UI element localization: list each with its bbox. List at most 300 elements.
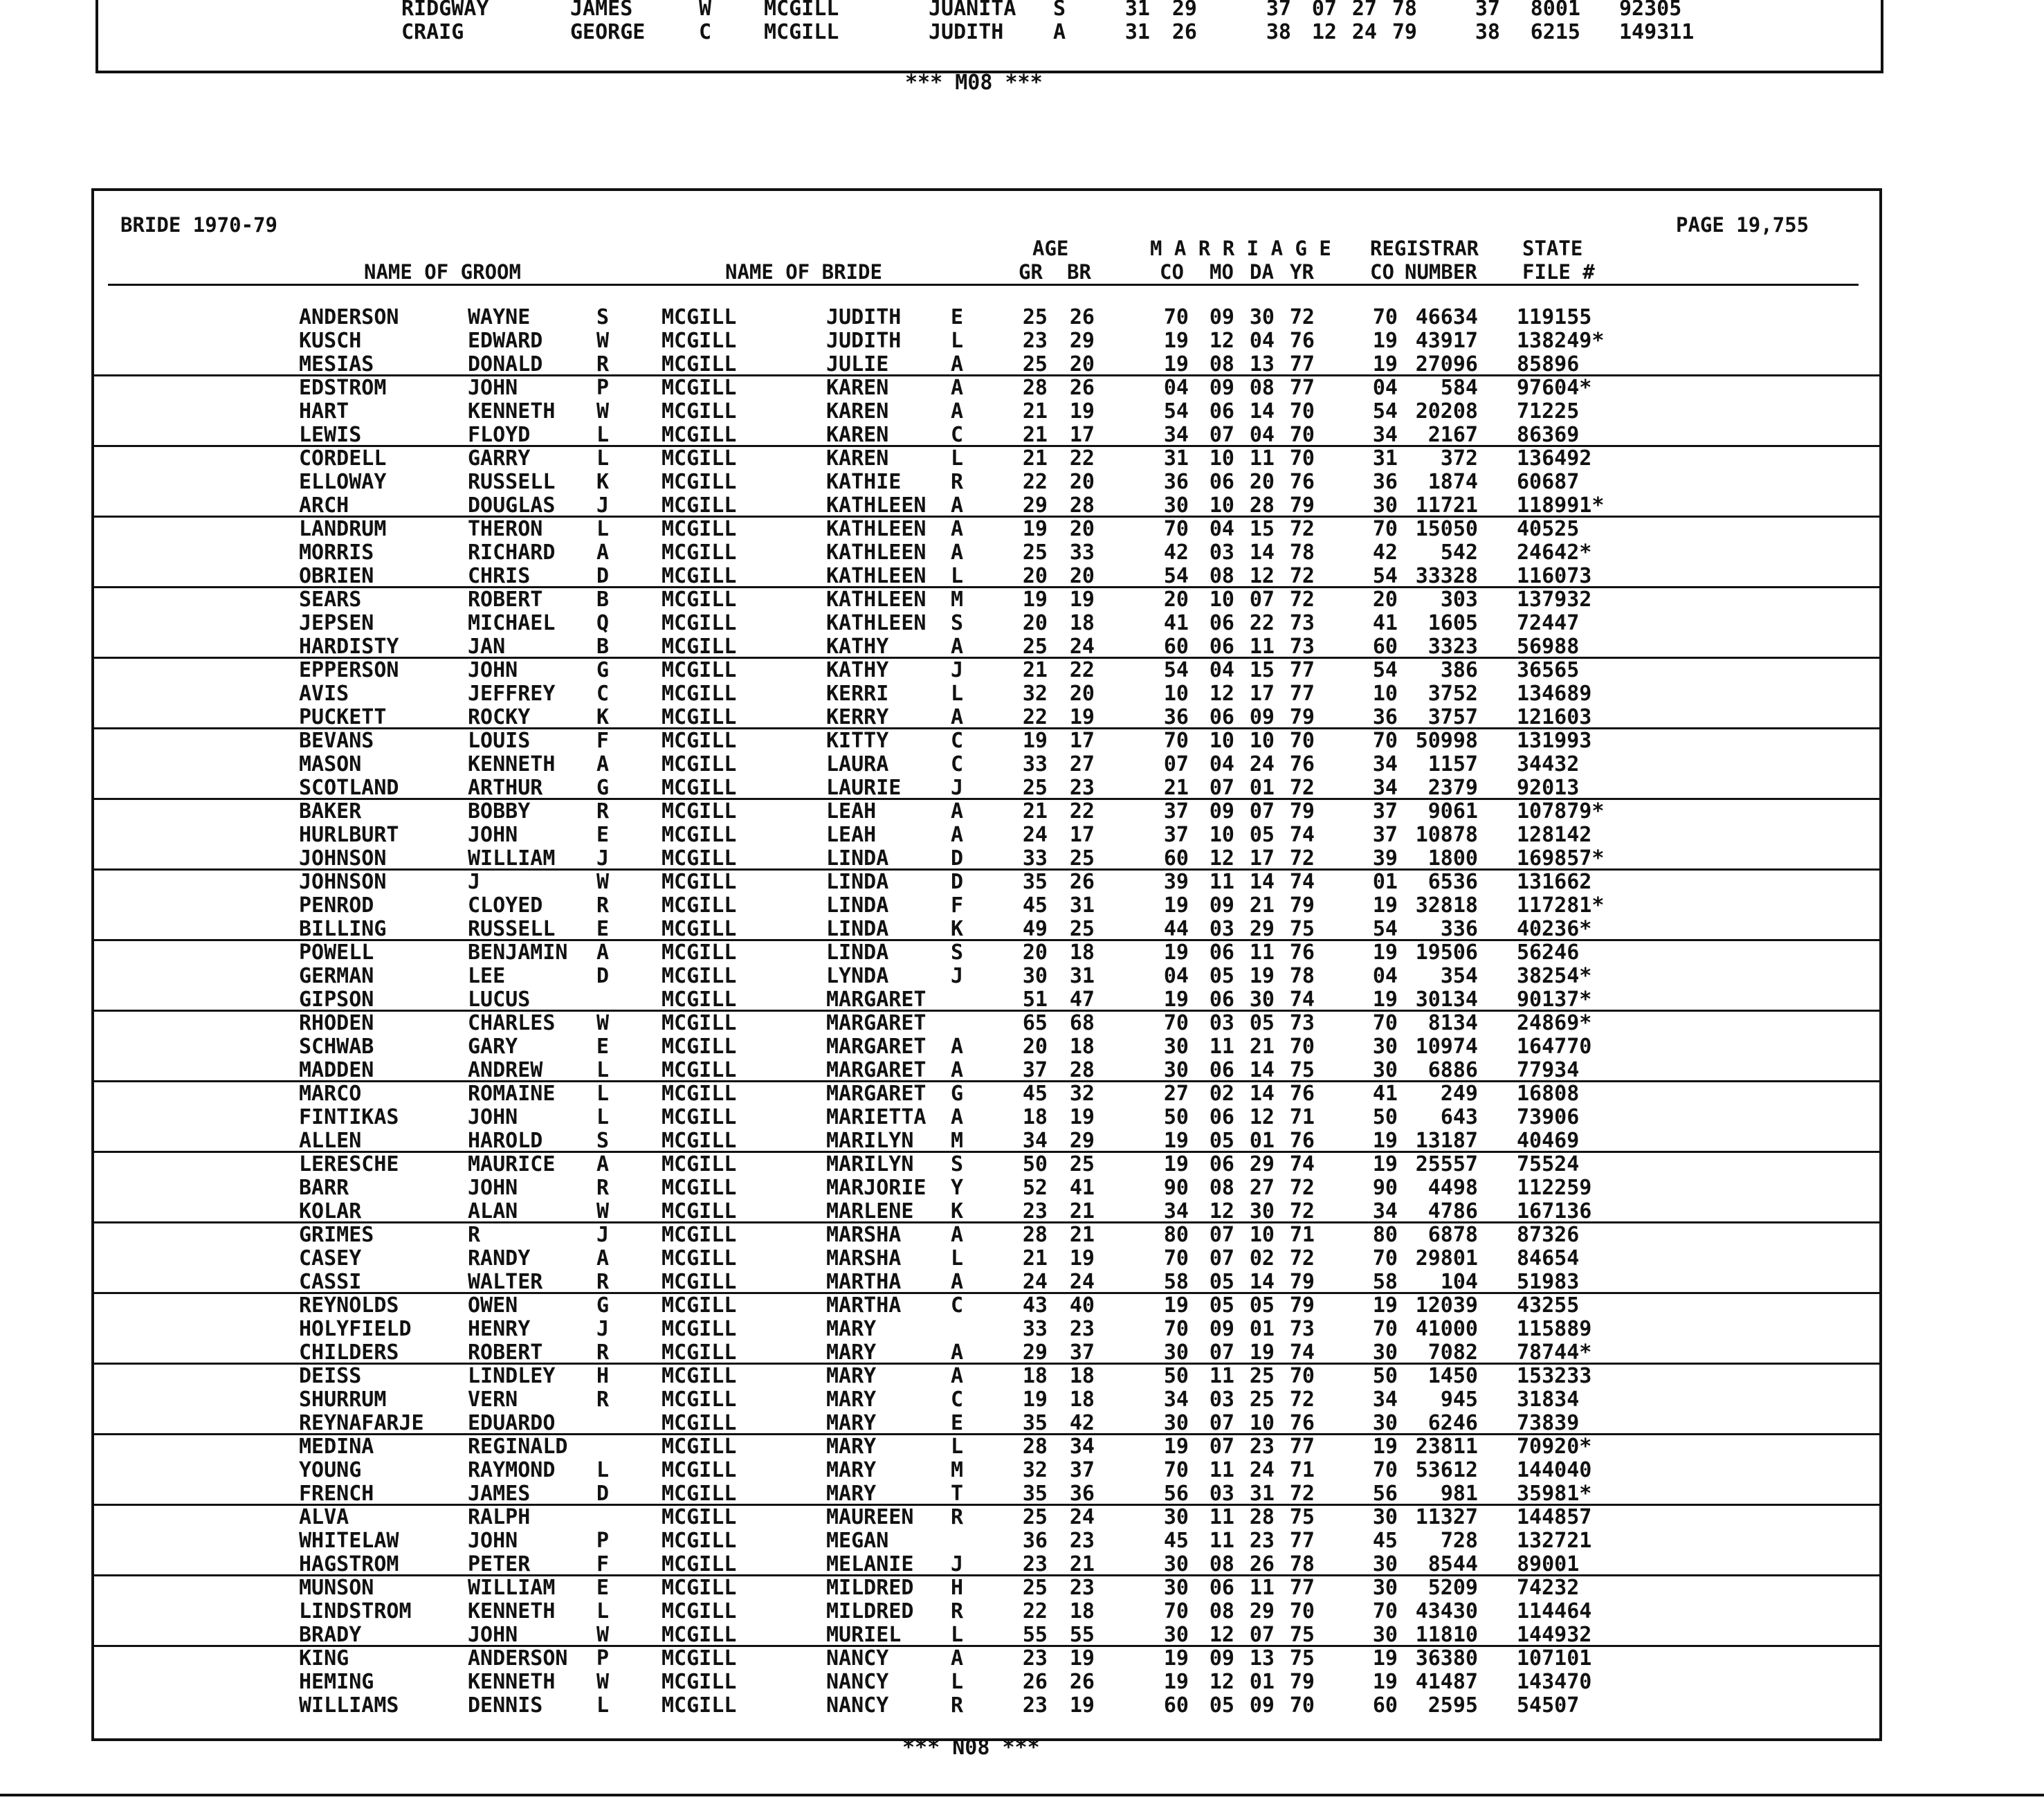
age-groom: 23: [1022, 329, 1048, 353]
groom-surname: JOHNSON: [299, 870, 387, 894]
groom-initial: E: [596, 917, 610, 941]
groom-surname: ANDERSON: [299, 305, 399, 329]
groom-given: ROBERT: [468, 1340, 543, 1365]
bride-initial: S: [951, 611, 964, 635]
marriage-da: 25: [1249, 1387, 1275, 1412]
registrar-co: 04: [1372, 964, 1398, 988]
header-co: CO: [1160, 260, 1184, 284]
marriage-co: 70: [1163, 1246, 1189, 1271]
marriage-da: 09: [1249, 1693, 1275, 1718]
age-bride: 21: [1069, 1199, 1095, 1223]
bride-given: MARY: [826, 1458, 877, 1482]
groom-surname: PENROD: [299, 893, 374, 918]
table-row: [94, 1106, 1879, 1129]
table-row: [94, 588, 1879, 612]
groom-surname: BRADY: [299, 1623, 362, 1647]
groom-surname: ALVA: [299, 1505, 349, 1529]
groom-initial: B: [596, 635, 610, 659]
marriage-co: 31: [1163, 446, 1189, 471]
groom-surname: MASON: [299, 752, 362, 776]
table-row: [94, 1553, 1879, 1576]
marriage-mo: 06: [1209, 1152, 1234, 1176]
marriage-yr: 79: [1289, 1670, 1315, 1694]
state-file-no: 107101: [1517, 1646, 1592, 1671]
separator-top: *** M08 ***: [905, 71, 1043, 95]
marriage-mo: 10: [1209, 588, 1234, 612]
table-row: [94, 894, 1879, 918]
age-groom: 49: [1022, 917, 1048, 941]
registrar-number: 36380: [1415, 1646, 1478, 1671]
table-row: [94, 659, 1879, 682]
registrar-number: 542: [1440, 540, 1478, 565]
bride-initial: A: [951, 399, 964, 424]
groom-surname: GIPSON: [299, 988, 374, 1012]
age-groom: 24: [1022, 823, 1048, 847]
marriage-co: 70: [1163, 1011, 1189, 1035]
page-number: PAGE 19,755: [1676, 213, 1809, 237]
marriage-mo: 04: [1209, 658, 1234, 682]
groom-initial: R: [596, 1270, 610, 1294]
registrar-number: 3757: [1427, 705, 1478, 729]
table-row: [94, 1294, 1879, 1318]
groom-surname: EPPERSON: [299, 658, 399, 682]
marriage-mo: 07: [1209, 1340, 1234, 1365]
registrar-number: 643: [1440, 1105, 1478, 1129]
marriage-mo: 06: [1209, 470, 1234, 494]
bride-given: JUDITH: [826, 305, 902, 329]
bride-initial: A: [951, 1058, 964, 1082]
bride-surname: MCGILL: [661, 635, 737, 659]
marriage-yr: 75: [1289, 1505, 1315, 1529]
age-groom: 25: [1022, 305, 1048, 329]
bride-initial: E: [951, 1411, 964, 1435]
bride-initial: L: [951, 1623, 964, 1647]
marriage-da: 30: [1249, 988, 1275, 1012]
registrar-co: 70: [1372, 305, 1398, 329]
marriage-da: 27: [1351, 0, 1377, 21]
bride-given: MEGAN: [826, 1529, 889, 1553]
bride-given: KATHLEEN: [826, 493, 927, 518]
registrar-number: 15050: [1415, 517, 1478, 541]
table-row: [94, 447, 1879, 471]
marriage-yr: 78: [1289, 964, 1315, 988]
marriage-da: 30: [1249, 305, 1275, 329]
registrar-number: 43430: [1415, 1599, 1478, 1623]
registrar-co: 10: [1372, 682, 1398, 706]
bride-initial: A: [951, 635, 964, 659]
age-bride: 23: [1069, 1576, 1095, 1600]
marriage-yr: 75: [1289, 1646, 1315, 1671]
bride-initial: A: [951, 540, 964, 565]
groom-surname: DEISS: [299, 1364, 362, 1388]
age-bride: 28: [1069, 493, 1095, 518]
groom-initial: L: [596, 517, 610, 541]
groom-given: EDUARDO: [468, 1411, 556, 1435]
bride-initial: C: [951, 1293, 964, 1318]
marriage-mo: 12: [1209, 1199, 1234, 1223]
age-groom: 33: [1022, 752, 1048, 776]
bride-surname: MCGILL: [661, 1599, 737, 1623]
groom-initial: A: [596, 1152, 610, 1176]
groom-initial: D: [596, 1482, 610, 1506]
groom-surname: ELLOWAY: [299, 470, 387, 494]
state-file-no: 78744*: [1517, 1340, 1592, 1365]
groom-initial: R: [596, 893, 610, 918]
bride-initial: J: [951, 1552, 964, 1576]
groom-surname: FINTIKAS: [299, 1105, 399, 1129]
marriage-da: 28: [1249, 493, 1275, 518]
state-file-no: 92013: [1517, 776, 1580, 800]
marriage-yr: 74: [1289, 870, 1315, 894]
groom-surname: LEWIS: [299, 423, 362, 447]
groom-initial: F: [596, 1552, 610, 1576]
age-groom: 51: [1022, 988, 1048, 1012]
registrar-number: 8544: [1427, 1552, 1478, 1576]
registrar-co: 30: [1372, 1058, 1398, 1082]
age-bride: 22: [1069, 658, 1095, 682]
bride-initial: L: [951, 329, 964, 353]
age-groom: 65: [1022, 1011, 1048, 1035]
registrar-number: 945: [1440, 1387, 1478, 1412]
registrar-co: 34: [1372, 752, 1398, 776]
groom-given: JOHN: [468, 658, 518, 682]
registrar-number: 27096: [1415, 352, 1478, 376]
marriage-mo: 05: [1209, 1293, 1234, 1318]
marriage-yr: 70: [1289, 1035, 1315, 1059]
registrar-number: 33328: [1415, 564, 1478, 588]
table-row: [94, 823, 1879, 847]
state-file-no: 87326: [1517, 1223, 1580, 1247]
groom-surname: CRAIG: [401, 20, 464, 44]
age-bride: 26: [1171, 20, 1197, 44]
bride-initial: A: [951, 376, 964, 400]
state-file-no: 85896: [1517, 352, 1580, 376]
groom-given: RALPH: [468, 1505, 531, 1529]
marriage-co: 34: [1163, 423, 1189, 447]
table-row: [94, 682, 1879, 706]
age-groom: 31: [1124, 20, 1150, 44]
bride-given: KATHIE: [826, 470, 902, 494]
marriage-da: 21: [1249, 1035, 1275, 1059]
bride-given: MARY: [826, 1364, 877, 1388]
registrar-co: 19: [1372, 940, 1398, 965]
bride-initial: L: [951, 1246, 964, 1271]
groom-surname: BAKER: [299, 799, 362, 823]
bride-initial: J: [951, 776, 964, 800]
age-bride: 18: [1069, 940, 1095, 965]
bride-surname: MCGILL: [661, 682, 737, 706]
groom-surname: BILLING: [299, 917, 387, 941]
age-bride: 55: [1069, 1623, 1095, 1647]
groom-given: RUSSELL: [468, 470, 556, 494]
marriage-da: 14: [1249, 1058, 1275, 1082]
age-bride: 22: [1069, 446, 1095, 471]
state-file-no: 97604*: [1517, 376, 1592, 400]
groom-given: ROCKY: [468, 705, 531, 729]
bride-initial: D: [951, 846, 964, 871]
bride-given: MARY: [826, 1340, 877, 1365]
registrar-number: 10974: [1415, 1035, 1478, 1059]
groom-surname: JEPSEN: [299, 611, 374, 635]
age-bride: 31: [1069, 893, 1095, 918]
groom-given: WILLIAM: [468, 846, 556, 871]
age-groom: 45: [1022, 893, 1048, 918]
age-groom: 19: [1022, 588, 1048, 612]
marriage-mo: 06: [1209, 399, 1234, 424]
bride-surname: MCGILL: [661, 870, 737, 894]
groom-given: WILLIAM: [468, 1576, 556, 1600]
bride-given: LAURIE: [826, 776, 902, 800]
bride-surname: MCGILL: [661, 1082, 737, 1106]
age-bride: 26: [1069, 305, 1095, 329]
age-bride: 28: [1069, 1058, 1095, 1082]
bride-surname: MCGILL: [661, 611, 737, 635]
marriage-co: 19: [1163, 1152, 1189, 1176]
marriage-co: 27: [1163, 1082, 1189, 1106]
table-row: [98, 21, 1881, 44]
marriage-yr: 73: [1289, 1011, 1315, 1035]
marriage-mo: 03: [1209, 917, 1234, 941]
marriage-da: 31: [1249, 1482, 1275, 1506]
state-file-no: 40469: [1517, 1129, 1580, 1153]
marriage-co: 30: [1163, 1411, 1189, 1435]
state-file-no: 131662: [1517, 870, 1592, 894]
groom-given: BENJAMIN: [468, 940, 568, 965]
bride-surname: MCGILL: [661, 1199, 737, 1223]
registrar-co: 30: [1372, 1411, 1398, 1435]
bride-surname: MCGILL: [661, 588, 737, 612]
state-file-no: 134689: [1517, 682, 1592, 706]
bride-surname: MCGILL: [661, 1529, 737, 1553]
groom-given: CLOYED: [468, 893, 543, 918]
marriage-co: 54: [1163, 564, 1189, 588]
registrar-co: 54: [1372, 917, 1398, 941]
groom-surname: WILLIAMS: [299, 1693, 399, 1718]
age-groom: 29: [1022, 1340, 1048, 1365]
groom-surname: RHODEN: [299, 1011, 374, 1035]
header-yr: YR: [1290, 260, 1314, 284]
marriage-co: 70: [1163, 729, 1189, 753]
groom-surname: LINDSTROM: [299, 1599, 412, 1623]
marriage-da: 29: [1249, 1599, 1275, 1623]
groom-initial: G: [596, 1293, 610, 1318]
table-row: [94, 800, 1879, 823]
marriage-co: 21: [1163, 776, 1189, 800]
marriage-co: 30: [1163, 1058, 1189, 1082]
groom-given: GARY: [468, 1035, 518, 1059]
registrar-co: 36: [1372, 705, 1398, 729]
age-groom: 20: [1022, 940, 1048, 965]
marriage-da: 14: [1249, 399, 1275, 424]
state-file-no: 115889: [1517, 1317, 1592, 1341]
age-groom: 25: [1022, 352, 1048, 376]
groom-given: LUCUS: [468, 988, 531, 1012]
table-row: [94, 1459, 1879, 1482]
age-bride: 26: [1069, 870, 1095, 894]
marriage-da: 24: [1351, 20, 1377, 44]
groom-given: JAMES: [468, 1482, 531, 1506]
registrar-number: 8001: [1530, 0, 1580, 21]
groom-given: JOHN: [468, 1105, 518, 1129]
bride-initial: C: [951, 729, 964, 753]
age-groom: 21: [1022, 446, 1048, 471]
bride-initial: A: [951, 1223, 964, 1247]
age-bride: 40: [1069, 1293, 1095, 1318]
age-groom: 31: [1124, 0, 1150, 21]
table-row: [94, 1223, 1879, 1247]
marriage-da: 19: [1249, 964, 1275, 988]
age-bride: 29: [1069, 1129, 1095, 1153]
state-file-no: 36565: [1517, 658, 1580, 682]
age-groom: 24: [1022, 1270, 1048, 1294]
marriage-yr: 76: [1289, 1129, 1315, 1153]
state-file-no: 56246: [1517, 940, 1580, 965]
bride-given: KITTY: [826, 729, 889, 753]
state-file-no: 89001: [1517, 1552, 1580, 1576]
age-groom: 19: [1022, 729, 1048, 753]
bride-initial: S: [951, 1152, 964, 1176]
bride-given: KAREN: [826, 423, 889, 447]
marriage-da: 05: [1249, 1293, 1275, 1318]
age-bride: 17: [1069, 729, 1095, 753]
marriage-co: 30: [1163, 1576, 1189, 1600]
state-file-no: 24642*: [1517, 540, 1592, 565]
groom-surname: MORRIS: [299, 540, 374, 565]
bride-initial: R: [951, 1693, 964, 1718]
table-row: [94, 612, 1879, 635]
register-page: [91, 188, 1882, 1741]
bride-given: LINDA: [826, 870, 889, 894]
groom-initial: C: [596, 682, 610, 706]
marriage-mo: 06: [1209, 611, 1234, 635]
marriage-yr: 78: [1391, 0, 1417, 21]
bride-surname: MCGILL: [661, 399, 737, 424]
state-file-no: 144932: [1517, 1623, 1592, 1647]
groom-given: JOHN: [468, 1623, 518, 1647]
age-bride: 17: [1069, 823, 1095, 847]
groom-initial: J: [596, 1223, 610, 1247]
marriage-da: 12: [1249, 1105, 1275, 1129]
groom-surname: MUNSON: [299, 1576, 374, 1600]
bride-given: MARY: [826, 1411, 877, 1435]
age-groom: 30: [1022, 964, 1048, 988]
state-file-no: 164770: [1517, 1035, 1592, 1059]
table-row: [94, 1482, 1879, 1506]
registrar-number: 981: [1440, 1482, 1478, 1506]
marriage-da: 28: [1249, 1505, 1275, 1529]
age-groom: 50: [1022, 1152, 1048, 1176]
age-bride: 25: [1069, 1152, 1095, 1176]
marriage-yr: 73: [1289, 635, 1315, 659]
table-row: [94, 1435, 1879, 1459]
marriage-co: 30: [1163, 1505, 1189, 1529]
marriage-yr: 72: [1289, 588, 1315, 612]
groom-given: JOHN: [468, 376, 518, 400]
bride-given: KATHLEEN: [826, 517, 927, 541]
age-groom: 33: [1022, 1317, 1048, 1341]
registrar-number: 23811: [1415, 1435, 1478, 1459]
marriage-da: 17: [1249, 846, 1275, 871]
table-row: [94, 1318, 1879, 1341]
marriage-mo: 08: [1209, 1552, 1234, 1576]
bride-surname: MCGILL: [661, 1364, 737, 1388]
age-groom: 21: [1022, 799, 1048, 823]
header-age: AGE: [1032, 237, 1069, 260]
registrar-co: 30: [1372, 1035, 1398, 1059]
marriage-yr: 76: [1289, 1082, 1315, 1106]
marriage-co: 30: [1163, 1035, 1189, 1059]
age-bride: 18: [1069, 1599, 1095, 1623]
marriage-mo: 11: [1209, 1364, 1234, 1388]
marriage-mo: 02: [1209, 1082, 1234, 1106]
groom-initial: S: [596, 1129, 610, 1153]
bride-surname: MCGILL: [661, 493, 737, 518]
groom-initial: F: [596, 729, 610, 753]
bride-given: KAREN: [826, 399, 889, 424]
registrar-number: 19506: [1415, 940, 1478, 965]
bride-initial: S: [1053, 0, 1066, 21]
bride-surname: MCGILL: [661, 517, 737, 541]
registrar-number: 249: [1440, 1082, 1478, 1106]
marriage-co: 30: [1163, 1552, 1189, 1576]
bride-surname: MCGILL: [661, 1646, 737, 1671]
bride-surname: MCGILL: [764, 20, 839, 44]
groom-given: GARRY: [468, 446, 531, 471]
registrar-co: 30: [1372, 1576, 1398, 1600]
age-bride: 19: [1069, 588, 1095, 612]
bride-surname: MCGILL: [661, 799, 737, 823]
marriage-mo: 07: [1209, 1435, 1234, 1459]
age-groom: 21: [1022, 423, 1048, 447]
bride-initial: L: [951, 1670, 964, 1694]
groom-surname: BEVANS: [299, 729, 374, 753]
bride-surname: MCGILL: [661, 1623, 737, 1647]
groom-surname: ALLEN: [299, 1129, 362, 1153]
table-row: [94, 1576, 1879, 1600]
marriage-yr: 77: [1289, 352, 1315, 376]
registrar-co: 19: [1372, 1293, 1398, 1318]
bride-surname: MCGILL: [661, 1105, 737, 1129]
marriage-yr: 70: [1289, 729, 1315, 753]
groom-surname: HARDISTY: [299, 635, 399, 659]
groom-initial: W: [596, 870, 610, 894]
marriage-da: 05: [1249, 823, 1275, 847]
groom-given: JOHN: [468, 823, 518, 847]
registrar-co: 70: [1372, 1458, 1398, 1482]
table-row: [94, 1153, 1879, 1176]
bride-initial: L: [951, 1435, 964, 1459]
table-row: [94, 494, 1879, 518]
marriage-mo: 08: [1209, 564, 1234, 588]
registrar-co: 41: [1372, 1082, 1398, 1106]
registrar-number: 6536: [1427, 870, 1478, 894]
registrar-co: 31: [1372, 446, 1398, 471]
groom-given: FLOYD: [468, 423, 531, 447]
age-groom: 28: [1022, 1435, 1048, 1459]
registrar-co: 70: [1372, 729, 1398, 753]
groom-surname: SCHWAB: [299, 1035, 374, 1059]
registrar-number: 13187: [1415, 1129, 1478, 1153]
registrar-co: 60: [1372, 1693, 1398, 1718]
age-groom: 52: [1022, 1176, 1048, 1200]
marriage-co: 19: [1163, 940, 1189, 965]
table-row: [94, 706, 1879, 729]
bride-initial: C: [951, 1387, 964, 1412]
groom-surname: MESIAS: [299, 352, 374, 376]
age-groom: 19: [1022, 517, 1048, 541]
age-groom: 35: [1022, 1482, 1048, 1506]
registrar-number: 4786: [1427, 1199, 1478, 1223]
